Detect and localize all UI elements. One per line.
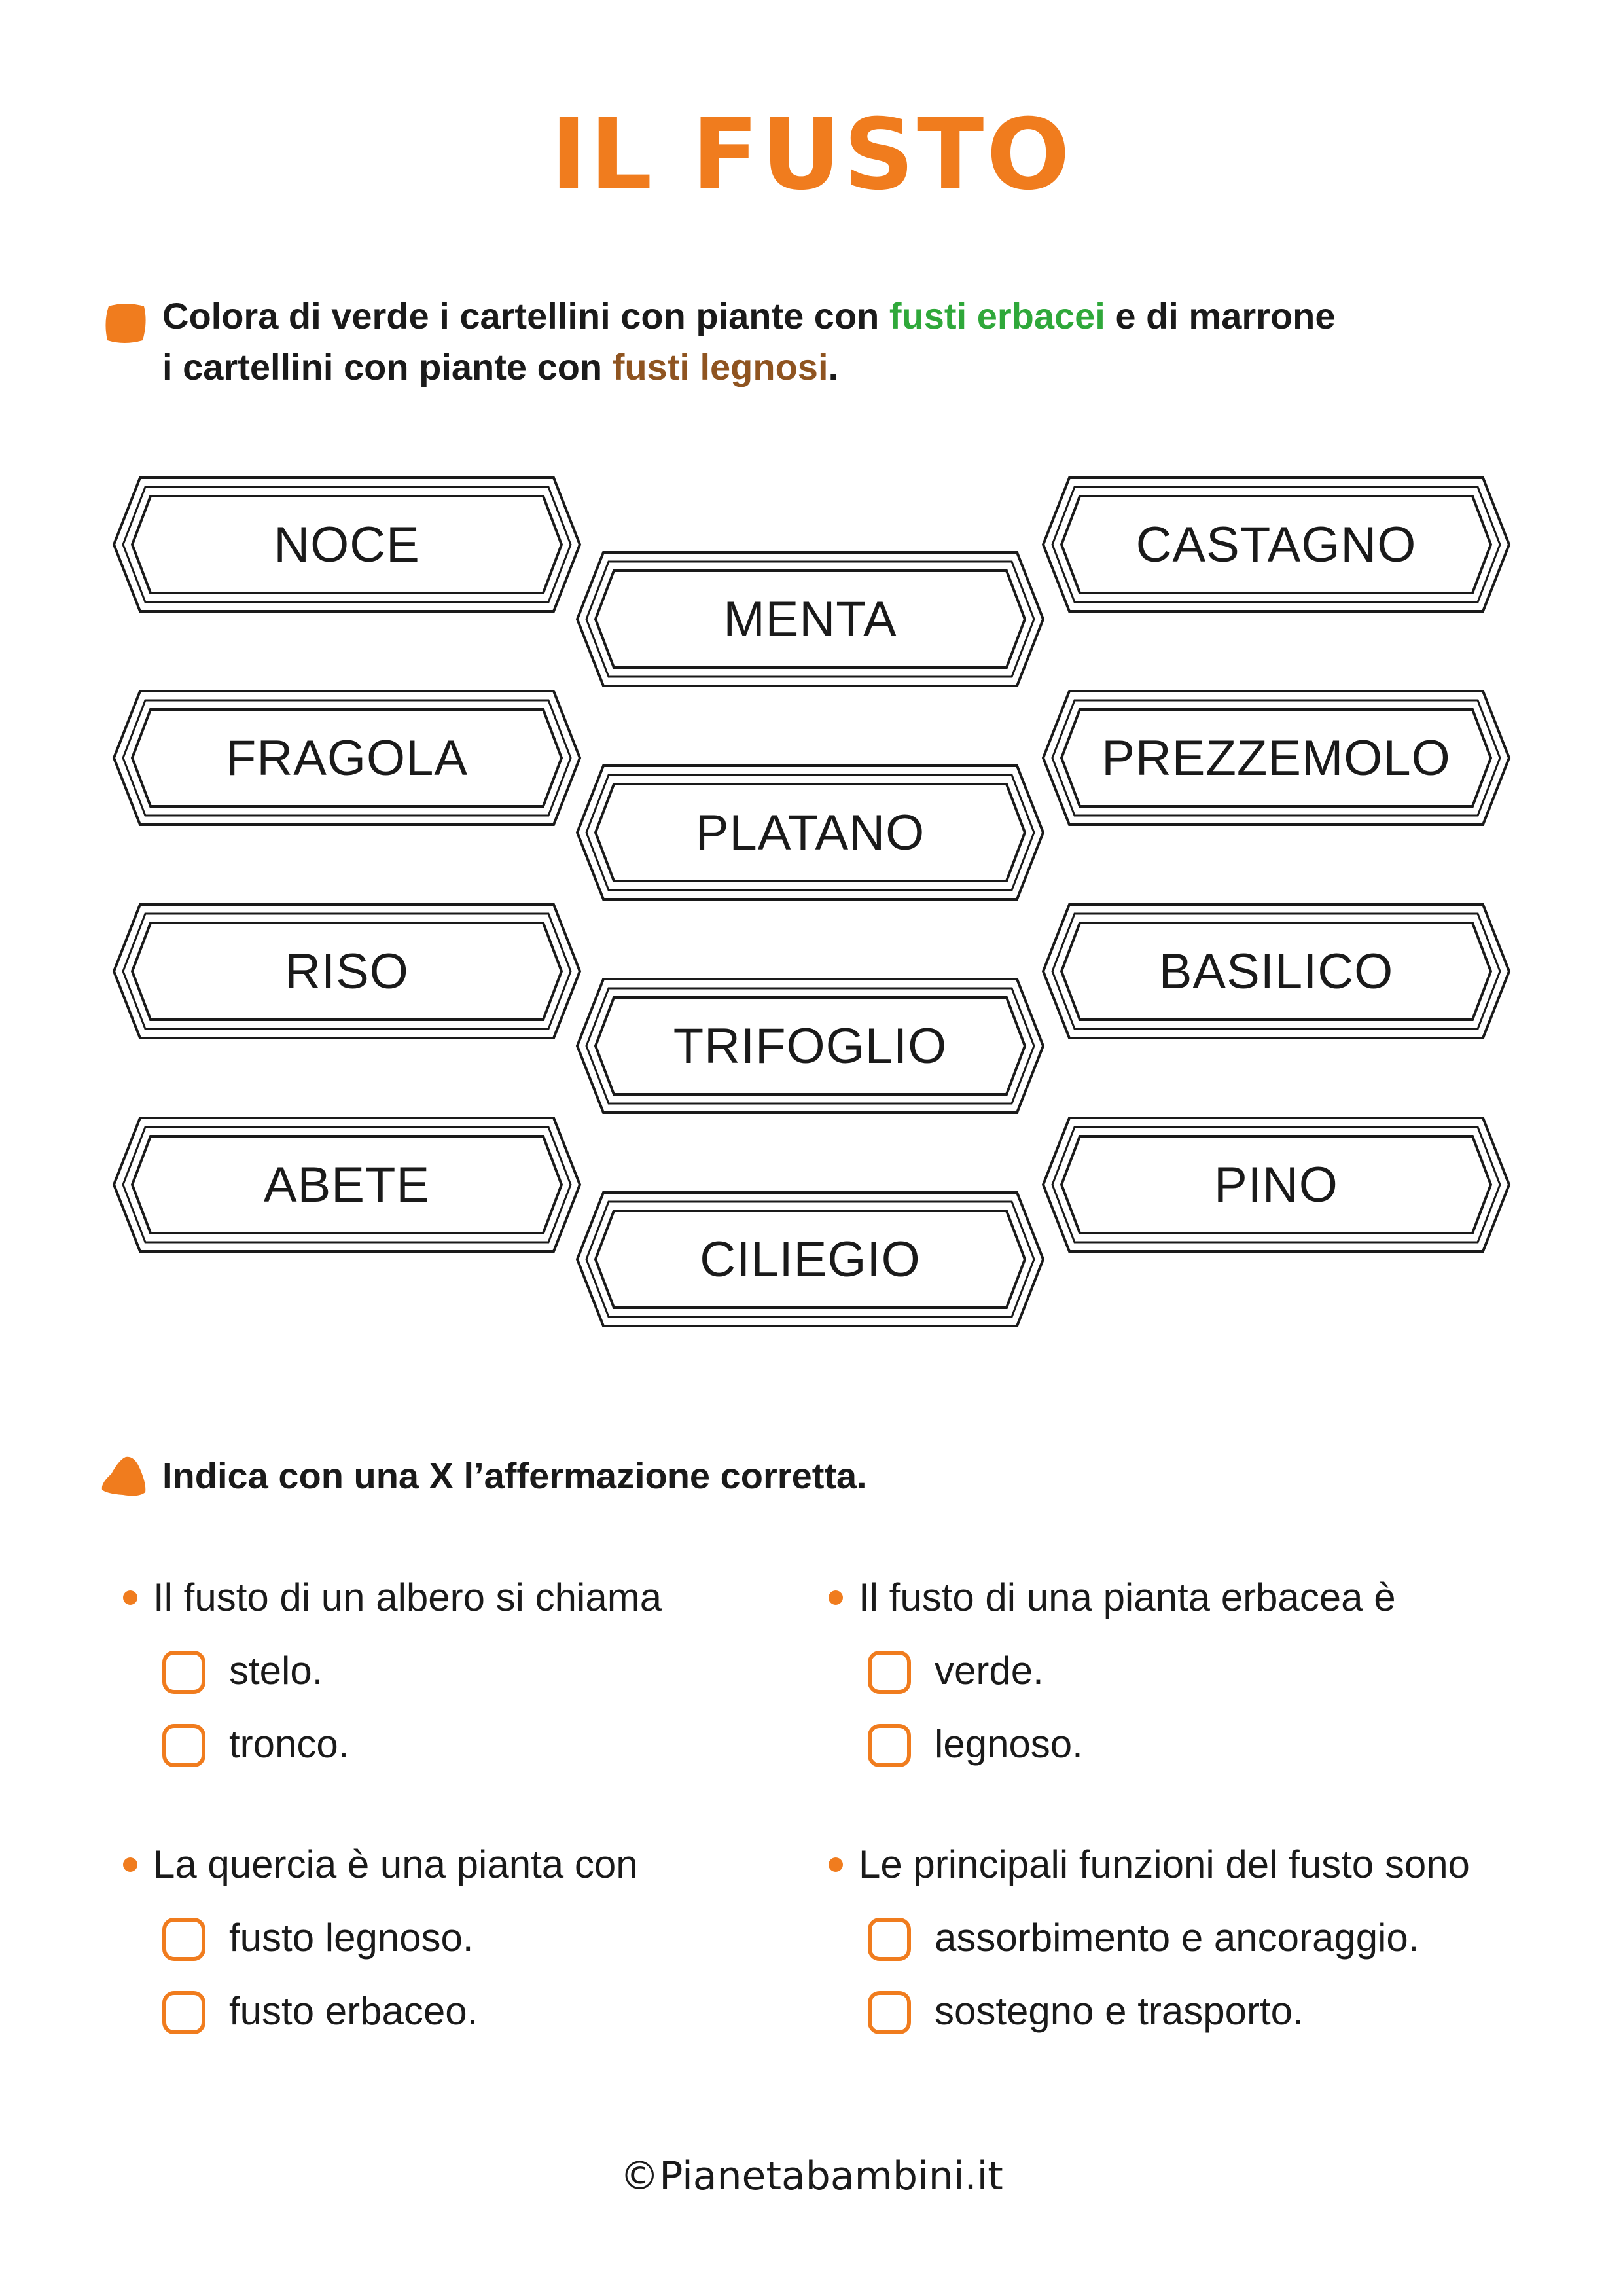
checkbox[interactable] (868, 1724, 911, 1767)
woody-highlight: fusti legnosi (612, 346, 829, 387)
herbaceous-highlight: fusti erbacei (889, 295, 1105, 336)
checkbox[interactable] (162, 1651, 205, 1694)
checkbox[interactable] (868, 1651, 911, 1694)
bullet-icon (829, 1857, 843, 1872)
bullet-icon (123, 1590, 137, 1605)
checkbox[interactable] (162, 1991, 205, 2034)
orange-blob-icon (103, 302, 148, 344)
exercise-2-instruction: Indica con una X l’affermazione corretta. (162, 1455, 867, 1496)
label-card[interactable]: RISO (111, 902, 582, 1041)
bullet-icon (123, 1857, 137, 1872)
label-card[interactable]: MENTA (575, 550, 1046, 689)
label-card[interactable]: BASILICO (1041, 902, 1512, 1041)
label-card[interactable]: TRIFOGLIO (575, 977, 1046, 1115)
checkbox[interactable] (868, 1991, 911, 2034)
checkbox[interactable] (162, 1918, 205, 1961)
label-card[interactable]: ABETE (111, 1115, 582, 1254)
label-card[interactable]: CILIEGIO (575, 1190, 1046, 1329)
orange-triangle-icon (99, 1454, 148, 1498)
label-card[interactable]: PREZZEMOLO (1041, 689, 1512, 827)
page-title: IL FUSTO (550, 98, 1073, 212)
label-card[interactable]: CASTAGNO (1041, 475, 1512, 614)
checkbox[interactable] (868, 1918, 911, 1961)
label-card[interactable]: FRAGOLA (111, 689, 582, 827)
bullet-icon (829, 1590, 843, 1605)
label-card[interactable]: PLATANO (575, 763, 1046, 902)
exercise-1-instruction: Colora di verde i cartellini con piante con fusti erbacei e di marrone i cartellini con piante con fusti legnosi. (162, 295, 1336, 387)
label-card[interactable]: PINO (1041, 1115, 1512, 1254)
checkbox[interactable] (162, 1724, 205, 1767)
footer-copyright: ©Pianetabambini.it (620, 2153, 1003, 2199)
label-card[interactable]: NOCE (111, 475, 582, 614)
